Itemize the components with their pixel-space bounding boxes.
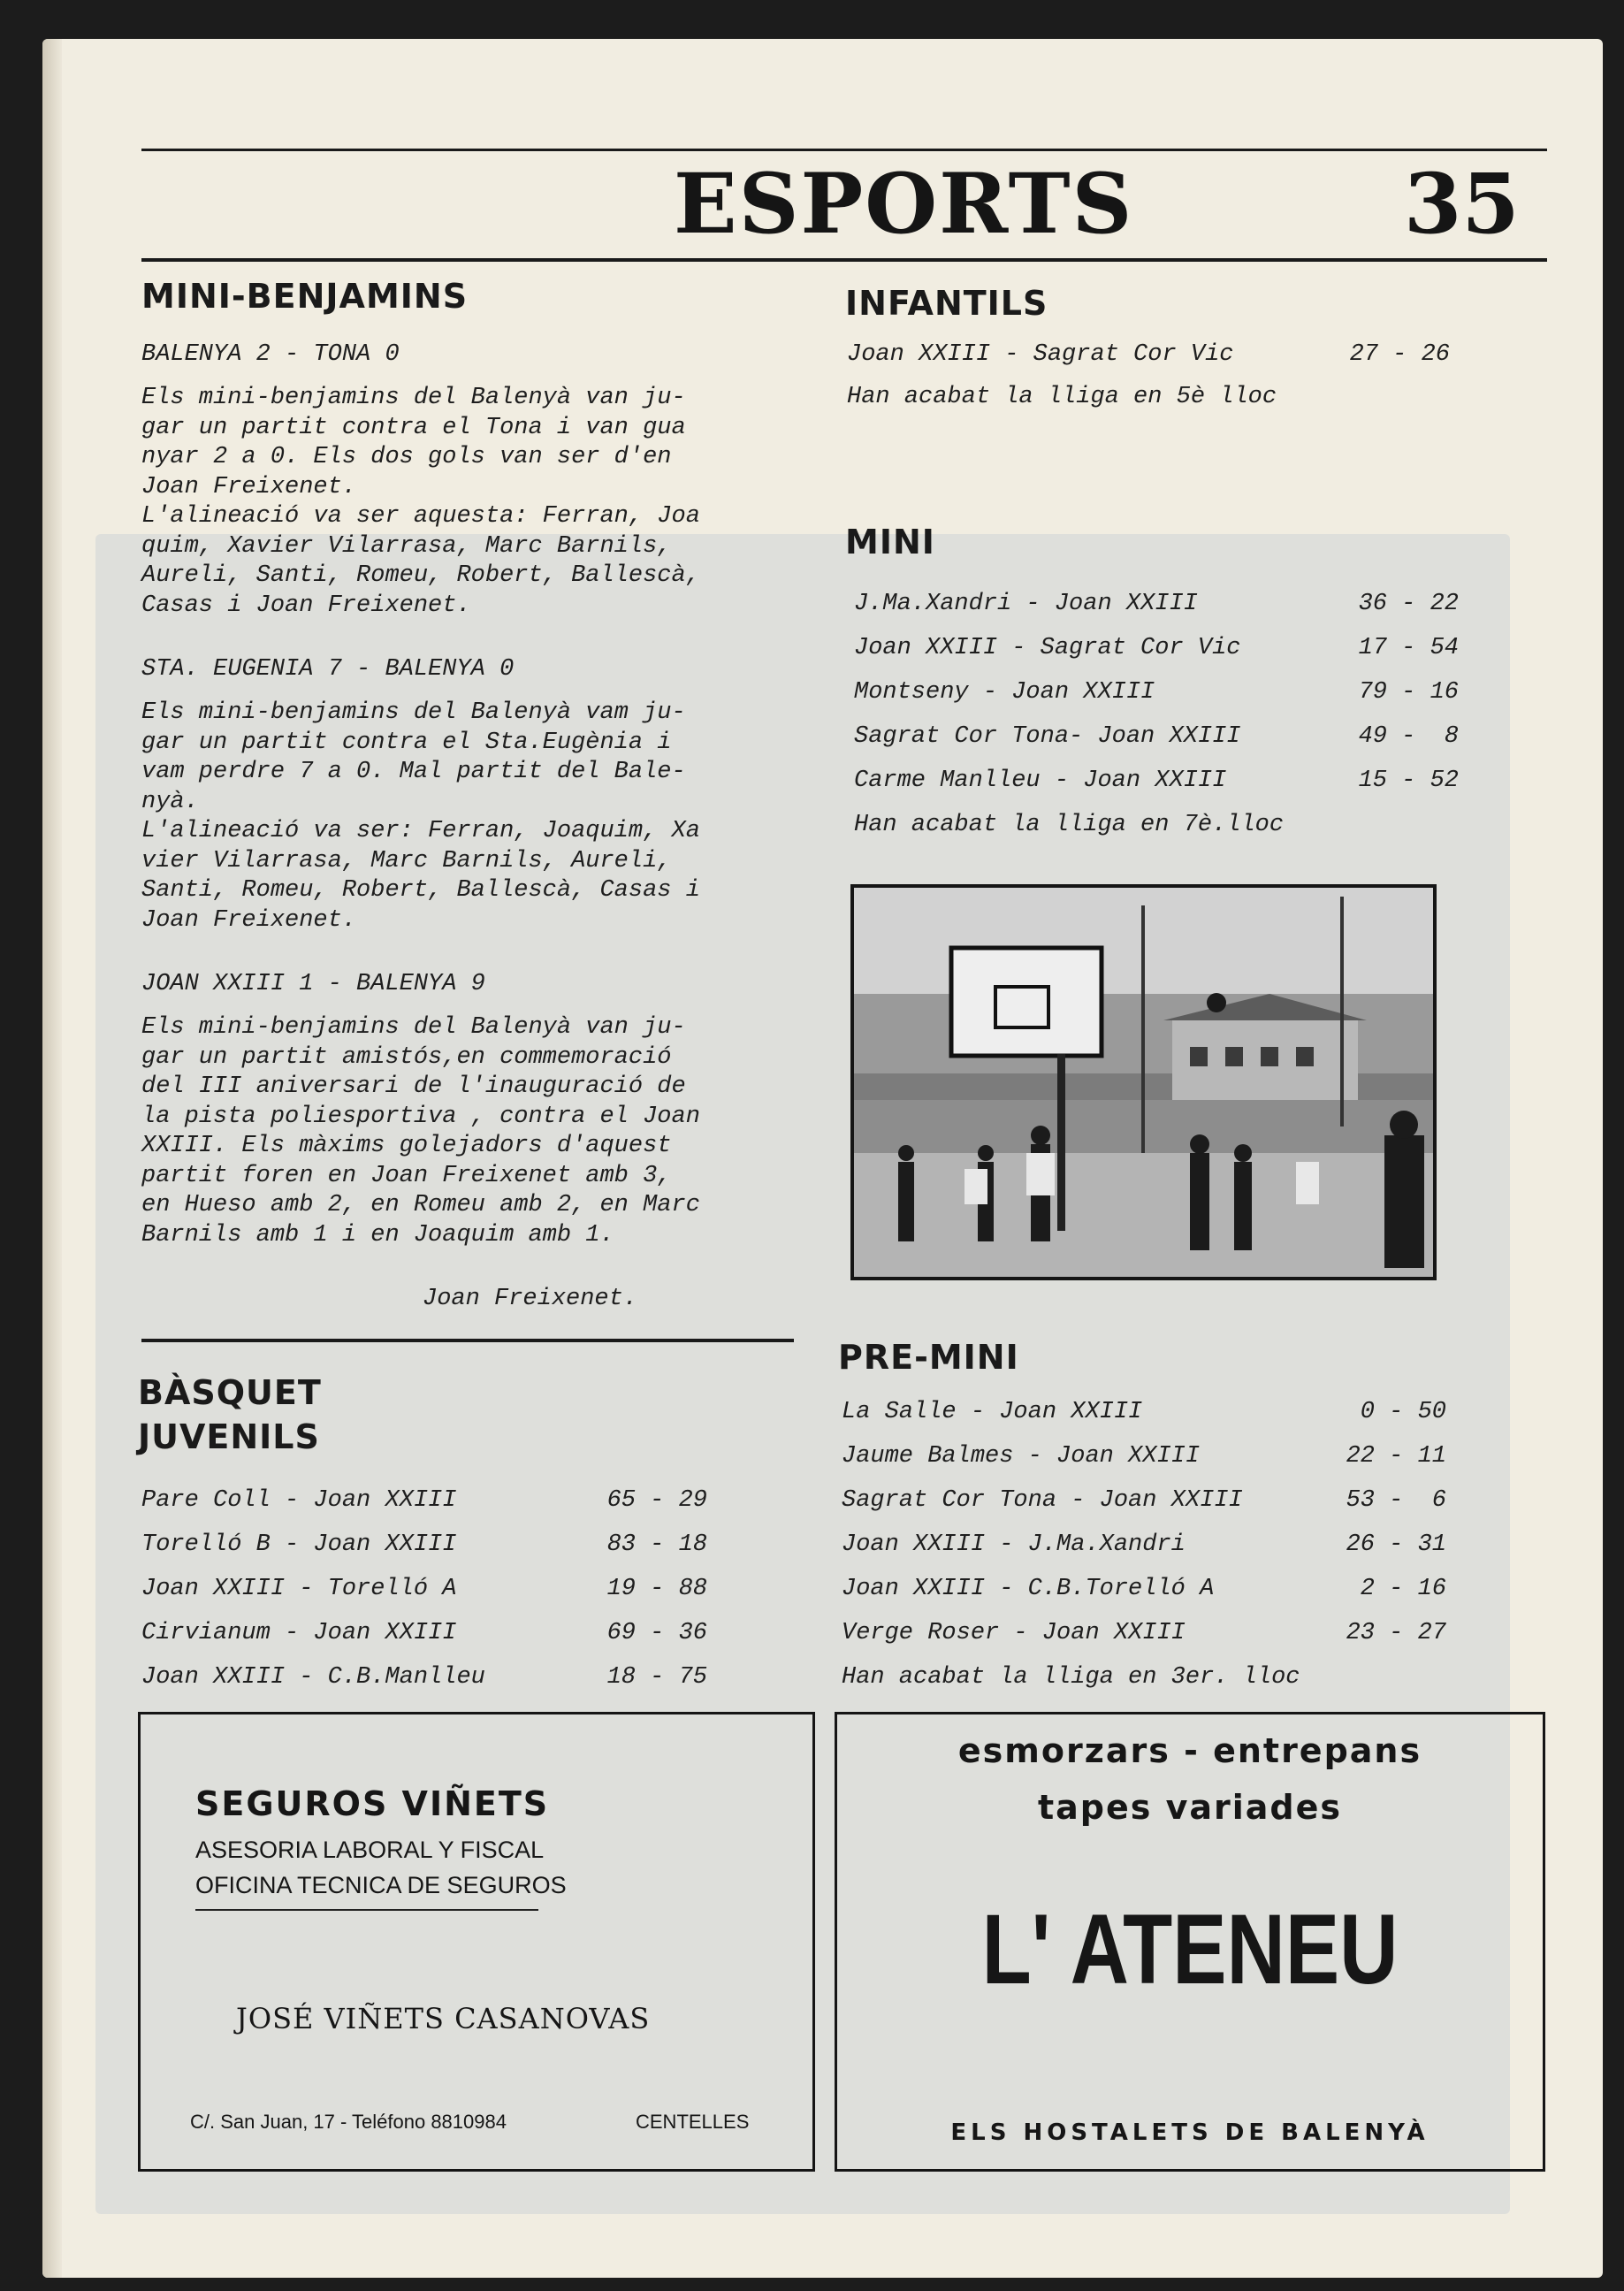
result-score: 26 - 31 xyxy=(1346,1531,1446,1558)
result-match: Sagrat Cor Tona - Joan XXIII xyxy=(842,1487,1243,1514)
ad-seguros-vinets xyxy=(138,1712,815,2172)
page-number: 35 xyxy=(1404,156,1520,253)
ad-address: C/. San Juan, 17 - Teléfono 8810984 xyxy=(190,2111,507,2133)
result-match: Verge Roser - Joan XXIII xyxy=(842,1620,1186,1646)
heading-juvenils: JUVENILS xyxy=(138,1417,320,1456)
page-gutter xyxy=(42,39,62,2278)
ad-lateneu xyxy=(835,1712,1545,2172)
ad-service-line: OFICINA TECNICA DE SEGUROS xyxy=(195,1872,567,1898)
result-match: Joan XXIII - Torelló A xyxy=(141,1576,457,1602)
result-score: 2 - 16 xyxy=(1360,1576,1446,1602)
result-score: 79 - 16 xyxy=(1358,679,1459,706)
ad-divider xyxy=(195,1909,538,1911)
ad-tagline: tapes variades xyxy=(1037,1788,1343,1827)
ad-venue-name: L' ATENEU xyxy=(981,1894,1399,2005)
match-report: Els mini-benjamins del Balenyà vam ju- gar un partit contra el Sta.Eugènia i vam perdre 7 a 0. Mal partit del Bale- nyà. L'alineació va ser: Ferran, Joaquim, Xa vier Vilarrasa, Marc Barnils, Aureli, Santi, Romeu, Robert, Ballescà, Casas i Joan Freixenet. xyxy=(141,699,700,934)
result-match: Pare Coll - Joan XXIII xyxy=(141,1487,457,1514)
match-result: BALENYA 2 - TONA 0 xyxy=(141,341,400,368)
result-match: Sagrat Cor Tona- Joan XXIII xyxy=(854,723,1241,750)
result-match: Joan XXIII - C.B.Torelló A xyxy=(842,1576,1215,1602)
ad-town: CENTELLES xyxy=(636,2111,750,2133)
result-match: Jaume Balmes - Joan XXIII xyxy=(842,1443,1201,1470)
heading-mini-benjamins: MINI-BENJAMINS xyxy=(141,277,469,316)
result-match: Montseny - Joan XXIII xyxy=(854,679,1155,706)
heading-basquet: BÀSQUET xyxy=(138,1373,322,1412)
result-match: Torelló B - Joan XXIII xyxy=(141,1531,457,1558)
result-match: Joan XXIII - Sagrat Cor Vic xyxy=(854,635,1241,661)
result-score: 65 - 29 xyxy=(606,1487,707,1514)
match-report: Els mini-benjamins del Balenyà van ju- gar un partit contra el Tona i van gua nyar 2 a 0. Els dos gols van ser d'en Joan Freixenet. L'alineació va ser aquesta: Ferran, Joa quim, Xavier Vilarrasa, Marc Barnils, Aureli, Santi, Romeu, Robert, Ballescà, Casas i Joan Freixenet. xyxy=(141,385,700,619)
result-score: 49 - 8 xyxy=(1358,723,1459,750)
result-score: 83 - 18 xyxy=(606,1531,707,1558)
result-match: Joan XXIII - C.B.Manlleu xyxy=(141,1664,485,1691)
result-match: La Salle - Joan XXIII xyxy=(842,1399,1143,1425)
result-score: 53 - 6 xyxy=(1346,1487,1446,1514)
result-score: 23 - 27 xyxy=(1346,1620,1446,1646)
result-score: 18 - 75 xyxy=(606,1664,707,1691)
league-position-note: Han acabat la lliga en 3er. lloc xyxy=(842,1664,1300,1691)
league-position-note: Han acabat la lliga en 7è.lloc xyxy=(854,812,1285,838)
result-score: 19 - 88 xyxy=(606,1576,707,1602)
article-signature: Joan Freixenet. xyxy=(423,1286,638,1312)
result-match: Carme Manlleu - Joan XXIII xyxy=(854,767,1227,794)
result-score: 69 - 36 xyxy=(606,1620,707,1646)
result-match: J.Ma.Xandri - Joan XXIII xyxy=(854,591,1198,617)
section-title: ESPORTS xyxy=(674,156,1134,253)
ad-owner-name: JOSÉ VIÑETS CASANOVAS xyxy=(236,2002,651,2035)
masthead-top-rule xyxy=(141,149,1547,151)
column-divider-rule xyxy=(141,1339,794,1342)
league-position-note: Han acabat la lliga en 5è lloc xyxy=(847,384,1277,410)
ad-tagline: esmorzars - entrepans xyxy=(957,1731,1422,1770)
ad-service-line: ASESORIA LABORAL Y FISCAL xyxy=(195,1837,545,1863)
heading-pre-mini: PRE-MINI xyxy=(838,1338,1019,1377)
ad-brand: SEGUROS VIÑETS xyxy=(195,1784,550,1823)
result-score: 36 - 22 xyxy=(1358,591,1459,617)
photo-illustration xyxy=(854,888,1433,1277)
heading-infantils: INFANTILS xyxy=(845,284,1048,323)
match-result: JOAN XXIII 1 - BALENYA 9 xyxy=(141,971,485,997)
result-score: 0 - 50 xyxy=(1360,1399,1446,1425)
magazine-page xyxy=(42,39,1603,2278)
result-score: 15 - 52 xyxy=(1358,767,1459,794)
result-score: 22 - 11 xyxy=(1346,1443,1446,1470)
masthead-bottom-rule xyxy=(141,258,1547,262)
heading-mini: MINI xyxy=(845,523,935,561)
match-result: STA. EUGENIA 7 - BALENYA 0 xyxy=(141,656,515,683)
result-match: Cirvianum - Joan XXIII xyxy=(141,1620,457,1646)
basketball-court-photo xyxy=(850,884,1437,1280)
result-score: 27 - 26 xyxy=(1349,341,1450,368)
result-match: Joan XXIII - J.Ma.Xandri xyxy=(842,1531,1186,1558)
match-report: Els mini-benjamins del Balenyà van ju- gar un partit amistós,en commemoració del III aniversari de l'inauguració de la pista poliesportiva , contra el Joan XXIII. Els màxims golejadors d'aquest partit foren en Joan Freixenet amb 3, en Hueso amb 2, en Romeu amb 2, en Marc Barnils amb 1 i en Joaquim amb 1. xyxy=(141,1014,700,1249)
result-score: 17 - 54 xyxy=(1358,635,1459,661)
ad-location: ELS HOSTALETS DE BALENYÀ xyxy=(950,2119,1430,2146)
result-match: Joan XXIII - Sagrat Cor Vic xyxy=(847,341,1234,368)
